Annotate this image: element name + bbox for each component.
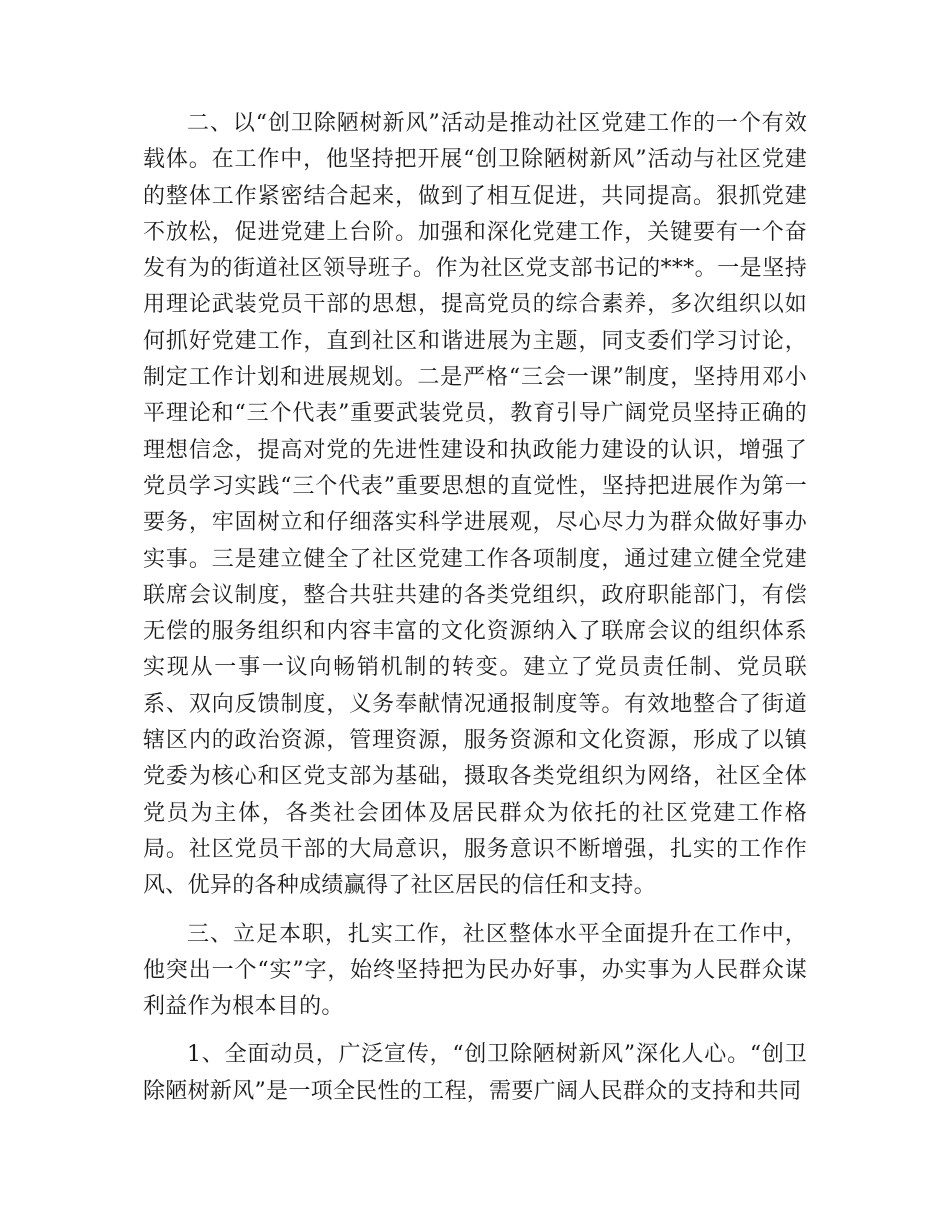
paragraph-mobilization: 1、全面动员，广泛宣传，“创卫除陋树新风”深化人心。“创卫除陋树新风”是一项全民性的工程，需要广阔人民群众的支持和共同 [143, 1042, 807, 1104]
document-body [143, 106, 807, 1110]
paragraph-party-building: 二、以“创卫除陋树新风”活动是推动社区党建工作的一个有效载体。在工作中，他坚持把开展“创卫除陋树新风”活动与社区党建的整体工作紧密结合起来，做到了相互促进，共同提高。狠抓党建不放松，促进党建上台阶。加强和深化党建工作，关键要有一个奋发有为的街道社区领导班子。作为社区党支部书记的***。一是坚持用理论武装党员干部的思想，提高党员的综合素养，多次组织以如何抓好党建工作，直到社区和谐进展为主题，同支委们学习讨论，制定工作计划和进展规划。二是严格“三会一课”制度，坚持用邓小平理论和“三个代表”重要武装党员，教育引导广阔党员坚持正确的理想信念，提高对党的先进性建设和执政能力建设的认识，增强了党员学习实践“三个代表”重要思想的直觉性，坚持把进展作为第一要务，牢固树立和仔细落实科学进展观，尽心尽力为群众做好事办实事。三是建立健全了社区党建工作各项制度，通过建立健全党建联席会议制度，整合共驻共建的各类党组织，政府职能部门，有偿无偿的服务组织和内容丰富的文化资源纳入了联席会议的组织体系实现从一事一议向畅销机制的转变。建立了党员责任制、党员联系、双向反馈制度，义务奉献情况通报制度等。有效地整合了街道辖区内的政治资源，管理资源，服务资源和文化资源，形成了以镇党委为核心和区党支部为基础，摄取各类党组织为网络，社区全体党员为主体，各类社会团体及居民群众为依托的社区党建工作格局。社区党员干部的大局意识，服务意识不断增强，扎实的工作作风、优异的各种成绩赢得了社区居民的信任和支持。 [143, 111, 807, 899]
paragraph-grounded-work: 三、立足本职，扎实工作，社区整体水平全面提升在工作中，他突出一个“实”字，始终坚持把为民办好事，办实事为人民群众谋利益作为根本目的。 [143, 921, 807, 1020]
